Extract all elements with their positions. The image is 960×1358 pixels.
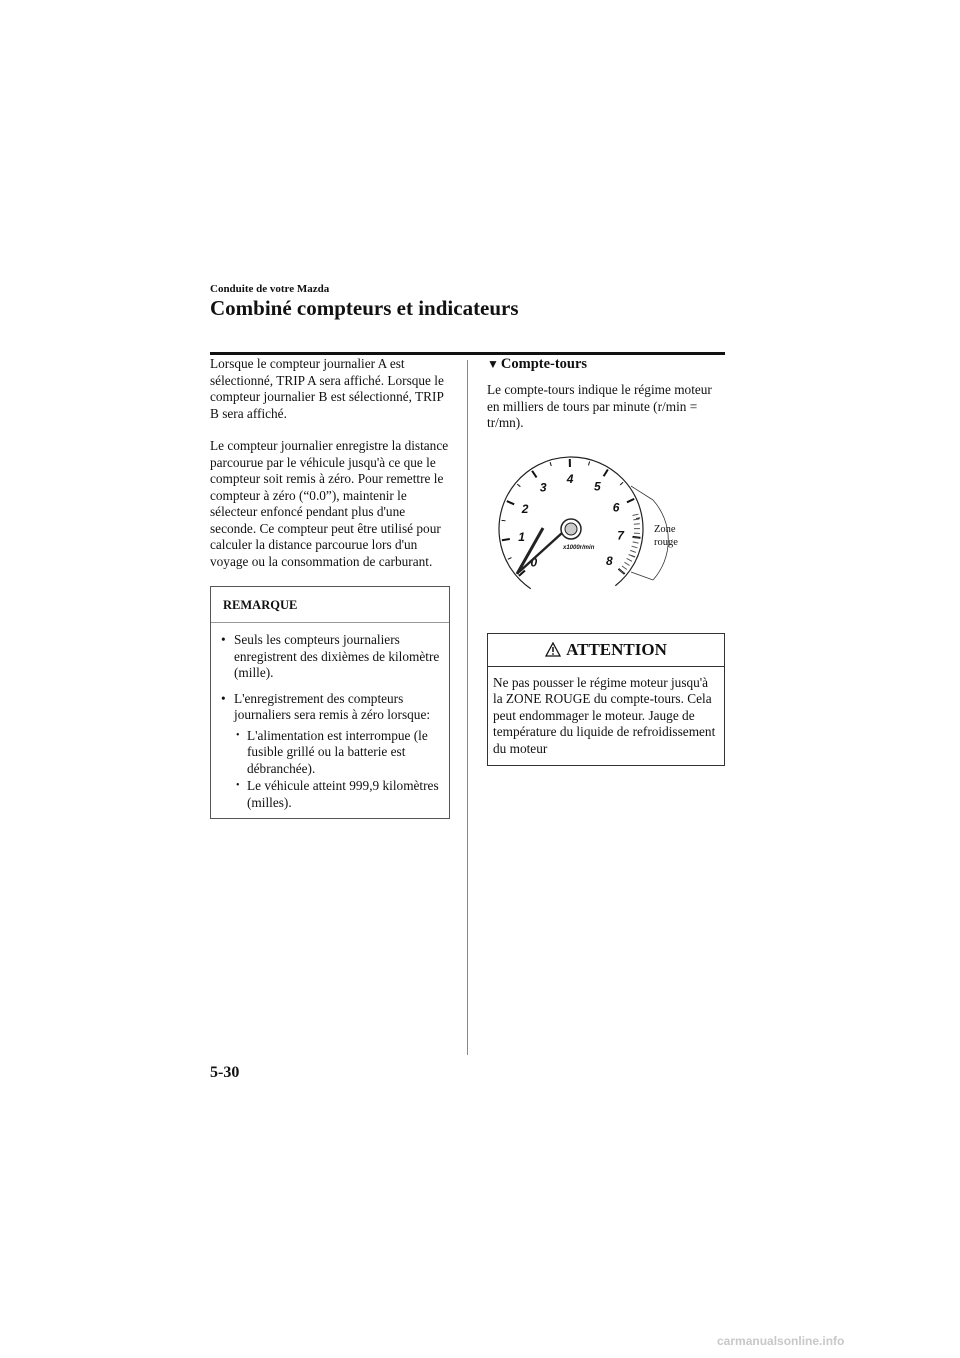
column-divider xyxy=(467,360,468,1055)
red-zone-label xyxy=(654,523,678,549)
tachometer-minor-tick xyxy=(517,484,520,487)
tachometer-number: 2 xyxy=(521,501,529,516)
section-heading-text: Compte-tours xyxy=(500,356,588,372)
tachometer-number: 5 xyxy=(593,478,601,493)
red-zone-tick xyxy=(632,546,638,548)
red-zone-tick xyxy=(633,541,639,542)
paragraph-trip-reset: Le compteur journalier enregistre la distance parcourue par le véhicule jusqu'à ce que le compteur soit remis à zéro. Pour remettre le compteur à zéro (“0.0”), maintenir le sélecteur enfoncé pendant plus d'une seconde. Ce compteur peut être utilisé pour calculer la distance parcourue lors d'un voyage ou la consommation de carburant. xyxy=(210,438,449,569)
note-sub-bullet: • Le véhicule atteint 999,9 kilomètres (milles). xyxy=(219,778,441,811)
tachometer-major-tick xyxy=(502,538,510,539)
note-sub-list xyxy=(219,728,441,812)
tachometer-number: 3 xyxy=(539,479,547,494)
note-bullet: • Seuls les compteurs journaliers enregistrent des dixièmes de kilomètre (mille). xyxy=(219,632,441,682)
paragraph-trip-display: Lorsque le compteur journalier A est sélectionné, TRIP A sera affiché. Lorsque le compteur journalier B est sélectionné, TRIP B sera affiché. xyxy=(210,356,444,421)
note-bullet: • L'enregistrement des compteurs journaliers sera remis à zéro lorsque: xyxy=(219,691,441,724)
tachometer-minor-tick xyxy=(588,461,589,465)
tachometer-hub-inner xyxy=(565,523,577,535)
note-box xyxy=(210,586,450,819)
tachometer-major-tick xyxy=(627,498,634,501)
attention-box xyxy=(487,633,725,767)
tachometer-number: 1 xyxy=(518,529,525,544)
note-body xyxy=(211,623,449,818)
note-sub-bullet: • L'alimentation est interrompue (le fusible grillé ou la batterie est débranchée). xyxy=(219,728,441,778)
attention-text: Ne pas pousser le régime moteur jusqu'à la ZONE ROUGE du compte-tours. Cela peut endommager le moteur. Jauge de température du liquide de refroidissement du moteur xyxy=(493,674,716,756)
red-zone-tick xyxy=(630,550,636,552)
right-column xyxy=(487,356,725,766)
title-rule xyxy=(210,352,725,355)
tachometer-needle-shaft xyxy=(519,533,562,572)
note-title: REMARQUE xyxy=(211,587,449,623)
tachometer-svg xyxy=(487,448,725,598)
tachometer-minor-tick xyxy=(620,482,623,485)
triangle-down-icon: ▼ xyxy=(487,357,499,371)
tachometer-minor-tick xyxy=(636,517,640,518)
red-zone-tick xyxy=(622,566,627,570)
tachometer-minor-tick xyxy=(550,462,551,466)
tachometer-major-tick xyxy=(532,470,536,477)
paragraph-tachometer: Le compte-tours indique le régime moteur en milliers de tours par minute (r/min = tr/mn). xyxy=(487,382,712,430)
section-heading xyxy=(487,356,725,373)
red-zone-label-line2: rouge xyxy=(654,536,678,548)
tachometer-number: 8 xyxy=(605,553,613,568)
watermark: carmanualsonline.info xyxy=(717,1334,845,1348)
red-zone-pointer-top xyxy=(631,486,653,500)
red-zone-label-line1: Zone xyxy=(654,523,676,535)
page-title: Combiné compteurs et indicateurs xyxy=(210,296,519,320)
warning-triangle-icon xyxy=(545,642,561,657)
red-zone-pointer-bottom xyxy=(631,572,653,580)
left-column xyxy=(210,356,450,819)
tachometer-minor-tick xyxy=(508,557,512,559)
tachometer-major-tick xyxy=(604,469,608,476)
attention-title: ATTENTION xyxy=(566,639,667,659)
page-number: 5-30 xyxy=(210,1064,240,1081)
red-zone-tick xyxy=(633,518,639,519)
red-zone-tick xyxy=(633,514,639,515)
red-zone-tick xyxy=(619,569,624,573)
tachometer-number: 6 xyxy=(612,499,620,514)
red-zone-ticks xyxy=(619,514,640,573)
tachometer-number: 7 xyxy=(617,527,624,542)
red-zone-tick xyxy=(624,562,629,565)
tachometer-unit: x1000r/min xyxy=(563,544,595,551)
tachometer-number: 0 xyxy=(530,554,538,569)
section-label: Conduite de votre Mazda xyxy=(210,283,330,295)
tachometer-number: 4 xyxy=(566,471,574,486)
tachometer-major-tick xyxy=(507,501,514,504)
red-zone-tick xyxy=(627,558,632,561)
attention-header xyxy=(488,634,724,667)
tachometer-illustration xyxy=(487,448,725,598)
